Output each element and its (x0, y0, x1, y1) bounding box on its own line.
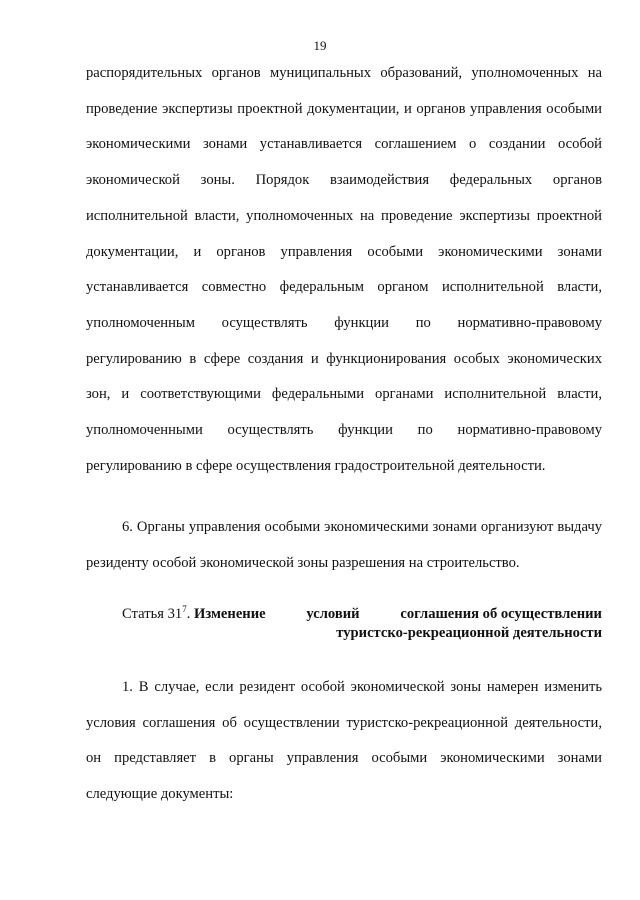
article-title-word-2: условий (306, 606, 360, 622)
article-prefix: Статья 31 (122, 606, 183, 622)
article-heading (86, 605, 602, 643)
paragraph-continued (86, 56, 602, 484)
article-title-word-1: Изменение (193, 606, 266, 622)
article-superscript: 7 (182, 604, 187, 615)
paragraph-article-1 (86, 670, 602, 813)
article-title-word-3: соглашения об осуществлении (400, 606, 602, 622)
paragraph-text: 6. Органы управления особыми экономическими зонами организуют выдачу резиденту особой экономической зоны разрешения на строительство. (86, 519, 602, 571)
paragraph-text: распорядительных органов муниципальных образований, уполномоченных на проведение экспертизы проектной документации, и органов управления особыми экономическими зонами устанавливается соглашением о создании особой экономической зоны. Порядок взаимодействия федеральных органов исполнительной власти, уполномоченных на проведение экспертизы проектной документации, и органов управления особыми экономическими зонами устанавливается совместно федеральным органом исполнительной власти, уполномоченным осуществлять функции по нормативно-правовому регулированию в сфере создания и функционирования особых экономических зон, и соответствующими федеральными органами исполнительной власти, уполномоченными осуществлять функции по нормативно-правовому регулированию в сфере осуществления градостроительной деятельности. (86, 65, 602, 474)
article-number: Статья $31^7$. Изменение (122, 604, 266, 622)
article-heading-line-1 (86, 605, 602, 624)
page-number: 19 (313, 38, 327, 53)
article-heading-line-2: туристско-рекреационной деятельности (336, 625, 602, 641)
paragraph-text: 1. В случае, если резидент особой экономической зоны намерен изменить условия соглашения об осуществлении туристско-рекреационной деятельности, он представляет в органы управления особыми экономическими зонами следующие документы: (86, 679, 602, 803)
paragraph-6 (86, 510, 602, 581)
